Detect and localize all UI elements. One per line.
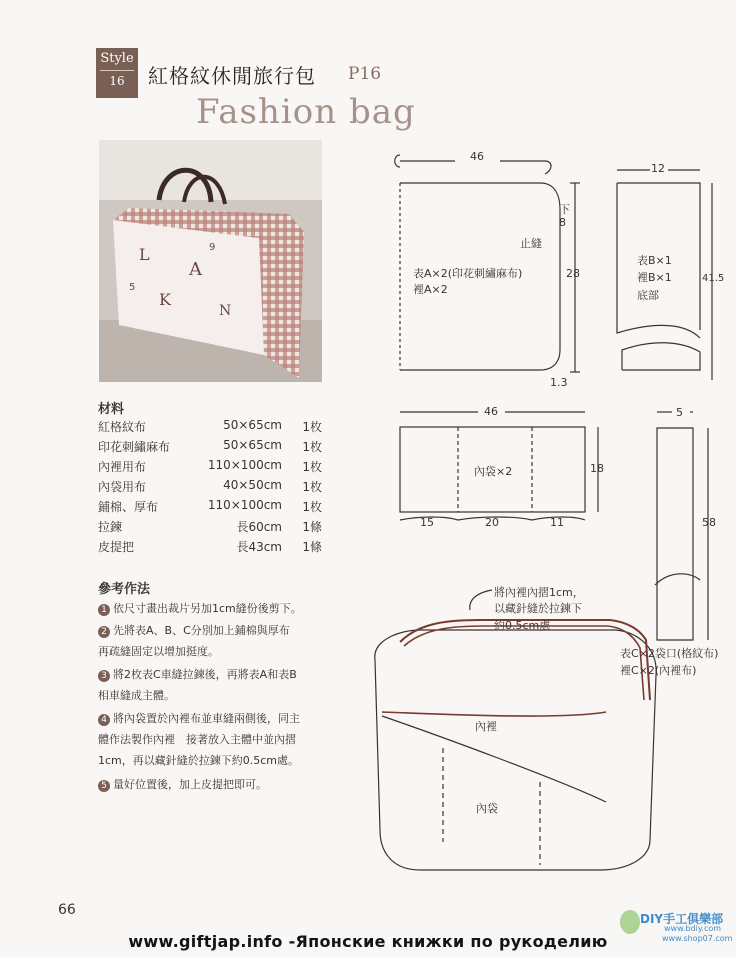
pocket-width-label: 46 (484, 405, 498, 418)
step-text: 1cm，再以藏針縫於拉鍊下約0.5cm處。 (98, 754, 300, 767)
watermark-line3: www.shop07.com (662, 934, 733, 943)
material-size: 110×100cm (207, 498, 282, 512)
instructions-title: 參考作法 (98, 582, 151, 597)
material-size: 110×100cm (207, 458, 282, 472)
svg-text:N: N (219, 303, 232, 319)
pocket-seg1-label: 15 (420, 516, 434, 529)
pocket-seg3-label: 11 (550, 516, 564, 529)
material-qty: 1枚 (302, 440, 322, 454)
pieceA-curve-height-label: 下8 (559, 203, 570, 229)
style-word: Style (100, 51, 134, 66)
pieceB-label-outer: 表B×1 (637, 254, 672, 267)
page-title: 紅格紋休閒旅行包 (148, 64, 316, 88)
svg-text:L: L (139, 245, 150, 264)
step-number: 2 (98, 626, 110, 638)
page-reference: P16 (348, 64, 382, 84)
step-text: 將內袋置於內裡布並車縫兩側後，同主 (113, 712, 300, 725)
pieceC-width-label: 5 (676, 406, 683, 419)
step-text: 將2枚表C車縫拉鍊後，再將表A和表B (113, 668, 297, 681)
material-name: 印花刺繡麻布 (98, 440, 171, 454)
english-title: Fashion bag (196, 92, 416, 132)
pieceB-label-lining: 裡B×1 (637, 271, 672, 284)
step-text: 再疏縫固定以增加挺度。 (98, 645, 219, 658)
step-number: 4 (98, 714, 110, 726)
footer-text: www.giftjap.info -Японские книжки по рукоделию (128, 932, 608, 951)
step-text: 量好位置後，加上皮提把即可。 (113, 778, 267, 791)
material-qty: 1枚 (302, 460, 322, 474)
svg-text:9: 9 (209, 242, 216, 253)
pocket-seg2-label: 20 (485, 516, 499, 529)
svg-text:5: 5 (129, 282, 136, 293)
material-name: 內裡用布 (98, 460, 147, 474)
material-size: 40×50cm (223, 478, 282, 492)
pieceA-top-dimension-arc (395, 155, 400, 167)
material-name: 拉鍊 (98, 520, 123, 534)
pieceA-label-outer: 表A×2(印花刺繡麻布) (413, 267, 523, 280)
bag-note-line2: 以藏針縫於拉鍊下 (494, 602, 582, 615)
bag-note-line1: 將內裡內摺1cm， (494, 586, 584, 599)
material-qty: 1枚 (302, 480, 322, 494)
pieceA-label-lining: 裡A×2 (413, 283, 448, 296)
step-text: 依尺寸畫出裁片另加1cm縫份後剪下。 (113, 602, 302, 615)
material-qty: 1枚 (302, 500, 322, 514)
bag-inner-label: 內裡 (475, 720, 497, 733)
pieceB-label-bottom: 底部 (637, 289, 659, 302)
material-size: 50×65cm (223, 438, 282, 452)
pieceB-width-label: 12 (651, 162, 665, 175)
step-text: 相車縫成主體。 (98, 689, 175, 702)
watermark-line2: www.bdiy.com (664, 924, 722, 933)
pieceC-label-outer: 表C×2袋口(格紋布) (620, 647, 719, 660)
material-name: 鋪棉、厚布 (98, 500, 159, 514)
material-size: 50×65cm (223, 418, 282, 432)
bag-pocket-label: 內袋 (476, 802, 498, 815)
step-text: 先將表A、B、C分別加上鋪棉與厚布 (113, 624, 290, 637)
pocket-label: 內袋×2 (474, 465, 513, 478)
style-number: 16 (100, 70, 134, 91)
bag-outline (375, 630, 656, 870)
svg-text:A: A (189, 259, 202, 280)
pieceB-height-label: 41.5 (702, 273, 725, 284)
pieceA-width-label: 46 (470, 150, 484, 163)
page-number: 66 (58, 902, 76, 918)
step-number: 5 (98, 780, 110, 792)
step-number: 3 (98, 670, 110, 682)
material-name: 內袋用布 (98, 480, 147, 494)
pieceA-bottom-label: 1.3 (550, 376, 568, 389)
material-name: 皮提把 (98, 540, 135, 554)
pieceA-stop-seam-label: 止縫 (520, 237, 542, 250)
svg-text:K: K (159, 290, 171, 309)
material-name: 紅格紋布 (98, 420, 147, 434)
step-number: 1 (98, 604, 110, 616)
material-qty: 1條 (302, 540, 322, 554)
materials-title: 材料 (98, 402, 125, 417)
watermark-line1: DIY手工俱樂部 (640, 912, 724, 926)
material-qty: 1條 (302, 520, 322, 534)
pieceA-height-label: 28 (566, 267, 580, 280)
pieceC-height-label: 58 (702, 516, 716, 529)
pieceC-outline (657, 428, 693, 640)
step-text: 體作法製作內裡 接著放入主體中並內摺 (98, 733, 296, 746)
pieceC-label-lining: 裡C×2(內裡布) (620, 664, 697, 677)
material-qty: 1枚 (302, 420, 322, 434)
bag-note-line3: 約0.5cm處 (494, 619, 551, 632)
material-size: 長60cm (236, 520, 282, 534)
material-size: 長43cm (236, 540, 282, 554)
pocket-height-label: 18 (590, 462, 604, 475)
